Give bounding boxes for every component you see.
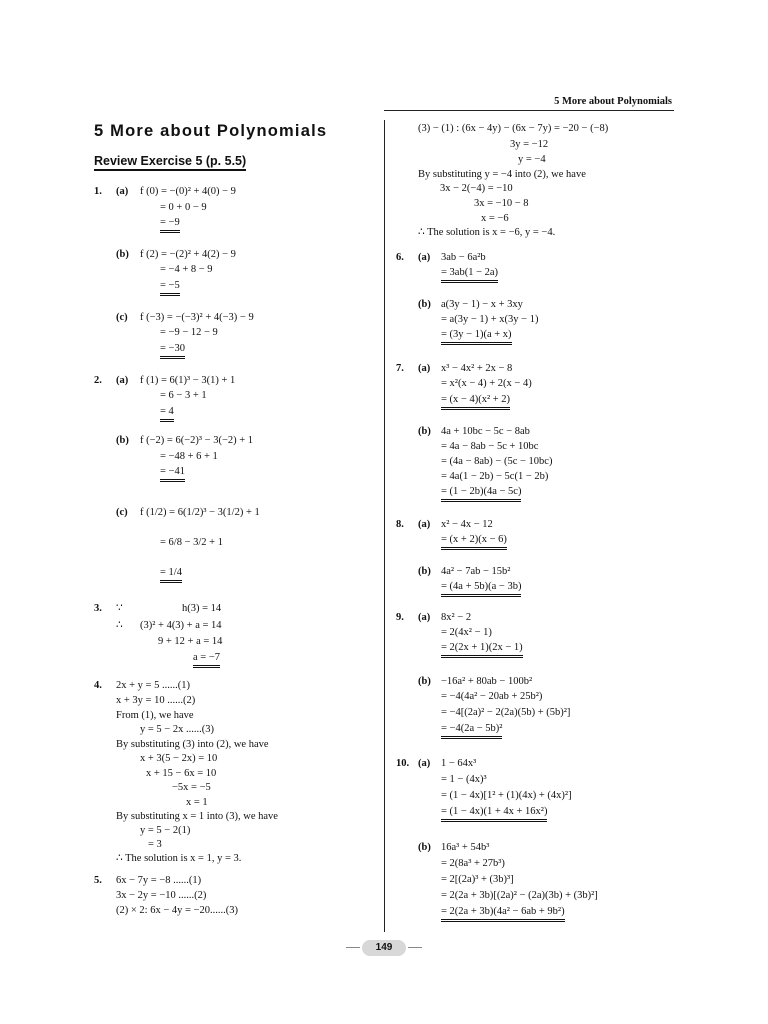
part-label: (b) — [418, 566, 431, 577]
solution-line: (3)² + 4(3) + a = 14 — [140, 620, 222, 631]
solution-line: = −4(4a² − 20ab + 25b²) — [441, 691, 543, 702]
question-number: 10. — [396, 758, 410, 769]
part-label: (a) — [418, 612, 431, 623]
solution-line: = (x + 2)(x − 6) — [441, 533, 507, 550]
solution-line: 3y = −12 — [510, 139, 549, 150]
solution-line: = 3 — [148, 839, 162, 850]
solution-line: From (1), we have — [116, 710, 194, 721]
solution-line: x² − 4x − 12 — [441, 519, 493, 530]
solution-line: = 2(2a + 3b)[(2a)² − (2a)(3b) + (3b)²] — [441, 890, 598, 901]
solution-line: By substituting (3) into (2), we have — [116, 739, 269, 750]
page-number: 149 — [362, 940, 406, 956]
solution-line: x + 15 − 6x = 10 — [146, 768, 217, 779]
solution-line: By substituting x = 1 into (3), we have — [116, 811, 278, 822]
part-label: (b) — [116, 249, 129, 260]
solution-line: a = −7 — [193, 651, 220, 668]
solution-line: 3x − 2y = −10 ......(2) — [116, 890, 207, 901]
solution-line: f (1/2) = 6(1/2)³ − 3(1/2) + 1 — [140, 507, 260, 518]
part-label: (a) — [418, 252, 431, 263]
part-label: (b) — [418, 426, 431, 437]
solution-line: = 2(8a³ + 27b³) — [441, 858, 505, 869]
solution-line: 3x − 2(−4) = −10 — [440, 183, 513, 194]
solution-line: f (−2) = 6(−2)³ − 3(−2) + 1 — [140, 435, 254, 446]
solution-line: 8x² − 2 — [441, 612, 472, 623]
solution-line: 16a³ + 54b³ — [441, 842, 490, 853]
part-label: (c) — [116, 507, 128, 518]
part-label: (a) — [116, 186, 129, 197]
solution-line: = 4a(1 − 2b) − 5c(1 − 2b) — [441, 471, 549, 482]
running-header: 5 More about Polynomials — [554, 96, 672, 107]
solution-line: y = 5 − 2x ......(3) — [140, 724, 214, 735]
solution-line: = 2(2x + 1)(2x − 1) — [441, 641, 523, 658]
solution-line: = 2(2a + 3b)(4a² − 6ab + 9b²) — [441, 905, 565, 922]
solution-line: −5x = −5 — [172, 782, 211, 793]
solution-line: y = −4 — [518, 154, 546, 165]
solution-line: ∵ — [116, 603, 123, 614]
part-label: (a) — [418, 363, 431, 374]
solution-line: = (1 − 4x)[1² + (1)(4x) + (4x)²] — [441, 790, 572, 801]
solution-line: 4a + 10bc − 5c − 8ab — [441, 426, 530, 437]
part-label: (a) — [116, 375, 129, 386]
solution-line: (3) − (1) : (6x − 4y) − (6x − 7y) = −20 − (−8) — [418, 123, 609, 134]
part-label: (c) — [116, 312, 128, 323]
solution-line: By substituting y = −4 into (2), we have — [418, 169, 586, 180]
solution-line: ∴ — [116, 620, 123, 631]
question-number: 4. — [94, 680, 102, 691]
solution-line: 3x = −10 − 8 — [474, 198, 529, 209]
part-label: (a) — [418, 758, 431, 769]
solution-line: = (3y − 1)(a + x) — [441, 328, 512, 345]
part-label: (b) — [116, 435, 129, 446]
solution-line: = 2[(2a)³ + (3b)³] — [441, 874, 514, 885]
question-number: 2. — [94, 375, 102, 386]
part-label: (b) — [418, 676, 431, 687]
solution-line: = −30 — [160, 342, 185, 359]
solution-line: f (2) = −(2)² + 4(2) − 9 — [140, 249, 236, 260]
solution-line: = 6/8 − 3/2 + 1 — [160, 537, 223, 548]
part-label: (b) — [418, 299, 431, 310]
solution-line: h(3) = 14 — [182, 603, 222, 614]
solution-line: = x²(x − 4) + 2(x − 4) — [441, 378, 532, 389]
solution-line: a(3y − 1) − x + 3xy — [441, 299, 523, 310]
solution-line: = (4a − 8ab) − (5c − 10bc) — [441, 456, 553, 467]
solution-line: ∴ The solution is x = 1, y = 3. — [116, 853, 242, 864]
solution-line: = −41 — [160, 465, 185, 482]
solution-line: = 3ab(1 − 2a) — [441, 266, 498, 283]
solution-line: f (−3) = −(−3)² + 4(−3) − 9 — [140, 312, 254, 323]
solution-line: = 4 — [160, 405, 174, 422]
solution-line: = 2(4x² − 1) — [441, 627, 492, 638]
solution-line: = −4(2a − 5b)² — [441, 722, 502, 739]
solution-line: f (1) = 6(1)³ − 3(1) + 1 — [140, 375, 236, 386]
question-number: 3. — [94, 603, 102, 614]
solution-line: = (1 − 4x)(1 + 4x + 16x²) — [441, 805, 547, 822]
solution-line: x³ − 4x² + 2x − 8 — [441, 363, 513, 374]
solution-line: = 1/4 — [160, 566, 182, 583]
solution-line: x = 1 — [186, 797, 208, 808]
solution-line: x + 3(5 − 2x) = 10 — [140, 753, 218, 764]
solution-line: = 6 − 3 + 1 — [160, 390, 207, 401]
solution-line: x + 3y = 10 ......(2) — [116, 695, 196, 706]
solution-line: = 4a − 8ab − 5c + 10bc — [441, 441, 539, 452]
section-title: Review Exercise 5 (p. 5.5) — [94, 154, 246, 171]
solution-line: 3ab − 6a²b — [441, 252, 486, 263]
solution-line: = −4[(2a)² − 2(2a)(5b) + (5b)²] — [441, 707, 571, 718]
part-label: (a) — [418, 519, 431, 530]
solution-line: 1 − 64x³ — [441, 758, 477, 769]
solution-line: = −9 − 12 − 9 — [160, 327, 218, 338]
part-label: (b) — [418, 842, 431, 853]
solution-line: = (4a + 5b)(a − 3b) — [441, 580, 521, 597]
question-number: 6. — [396, 252, 404, 263]
solution-line: 2x + y = 5 ......(1) — [116, 680, 190, 691]
solution-line: = −5 — [160, 279, 180, 296]
solution-line: y = 5 − 2(1) — [140, 825, 191, 836]
question-number: 7. — [396, 363, 404, 374]
solution-line: = a(3y − 1) + x(3y − 1) — [441, 314, 539, 325]
solution-line: 4a² − 7ab − 15b² — [441, 566, 511, 577]
solution-line: ∴ The solution is x = −6, y = −4. — [418, 227, 556, 238]
question-number: 1. — [94, 186, 102, 197]
question-number: 5. — [94, 875, 102, 886]
solution-line: (2) × 2: 6x − 4y = −20......(3) — [116, 905, 238, 916]
solution-line: = −9 — [160, 216, 180, 233]
solution-line: 6x − 7y = −8 ......(1) — [116, 875, 202, 886]
column-divider — [384, 120, 385, 932]
solution-line: = −48 + 6 + 1 — [160, 451, 218, 462]
solution-line: −16a² + 80ab − 100b² — [441, 676, 533, 687]
solution-line: f (0) = −(0)² + 4(0) − 9 — [140, 186, 236, 197]
solution-line: = 1 − (4x)³ — [441, 774, 487, 785]
question-number: 8. — [396, 519, 404, 530]
solution-line: = −4 + 8 − 9 — [160, 264, 213, 275]
solution-line: x = −6 — [481, 213, 509, 224]
solution-line: 9 + 12 + a = 14 — [158, 636, 223, 647]
chapter-title: 5 More about Polynomials — [94, 122, 328, 140]
solution-line: = (x − 4)(x² + 2) — [441, 393, 510, 410]
solution-line: = 0 + 0 − 9 — [160, 202, 207, 213]
header-rule — [384, 110, 674, 111]
question-number: 9. — [396, 612, 404, 623]
solution-line: = (1 − 2b)(4a − 5c) — [441, 485, 521, 502]
